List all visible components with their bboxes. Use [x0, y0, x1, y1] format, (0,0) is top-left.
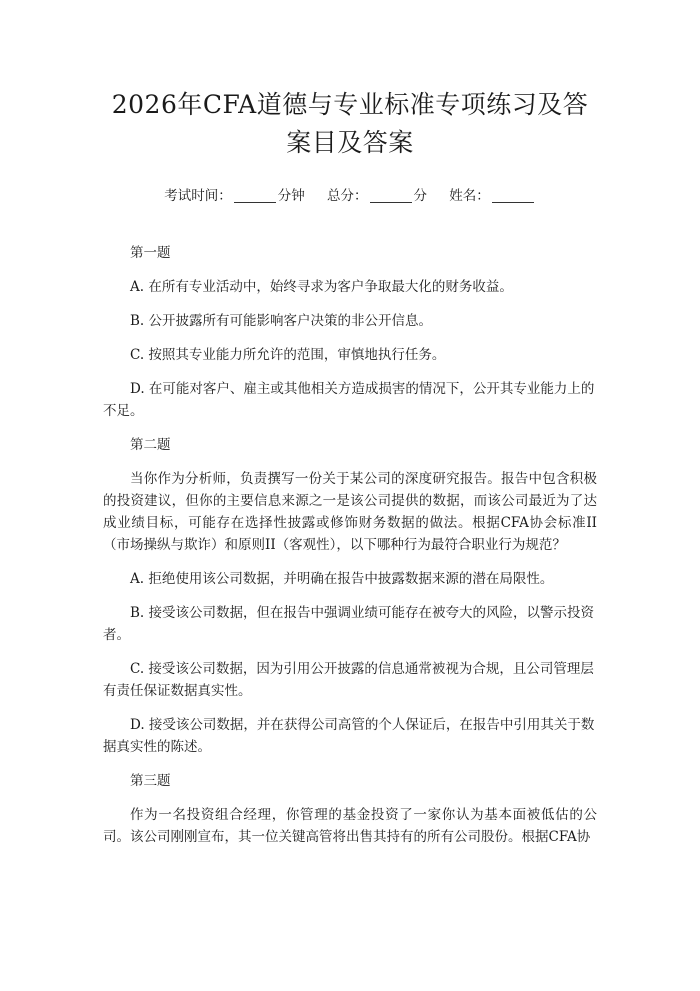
total-score-unit: 分 [413, 188, 427, 204]
total-score [327, 186, 427, 206]
exam-time-unit: 分钟 [277, 188, 305, 204]
student-name-label: 姓名： [449, 188, 490, 204]
document-title: 2026年CFA道德与专业标准专项练习及答案目及答案 [111, 90, 589, 157]
question-1-option-c: C. 按照其专业能力所允许的范围，审慎地执行任务。 [130, 347, 446, 363]
question-1-heading: 第一题 [130, 245, 171, 261]
question-2-stem: 当你作为分析师，负责撰写一份关于某公司的深度研究报告。报告中包含积极的投资建议，但你的主要信息来源之一是该公司提供的数据，而该公司最近为了达成业绩目标，可能存在选择性披露或修饰财务数据的做法。根据CFA协会标准II（市场操纵与欺诈）和原则II（客观性），以下哪种行为最符合职业行为规范？ [103, 471, 597, 553]
question-2-heading: 第二题 [130, 437, 171, 453]
document-page [0, 86, 700, 991]
question-2-option-c: C. 接受该公司数据，因为引用公开披露的信息通常被视为合规，且公司管理层有责任保证数据真实性。 [103, 661, 594, 699]
exam-meta-line [103, 186, 597, 206]
question-2-option-d: D. 接受该公司数据，并在获得公司高管的个人保证后，在报告中引用其关于数据真实性的陈述。 [103, 717, 595, 755]
total-score-label: 总分： [327, 188, 368, 204]
student-name [449, 186, 536, 206]
question-2-option-a: A. 拒绝使用该公司数据，并明确在报告中披露数据来源的潜在局限性。 [130, 571, 554, 587]
question-3-stem: 作为一名投资组合经理，你管理的基金投资了一家你认为基本面被低估的公司。该公司刚刚宣布，其一位关键高管将出售其持有的所有公司股份。根据CFA协 [103, 807, 597, 845]
question-3-heading: 第三题 [130, 773, 171, 789]
question-1-option-a: A. 在所有专业活动中，始终寻求为客户争取最大化的财务收益。 [130, 279, 513, 295]
question-2-option-b: B. 接受该公司数据，但在报告中强调业绩可能存在被夸大的风险，以警示投资者。 [103, 605, 595, 643]
exam-time [164, 186, 305, 206]
total-score-blank[interactable] [370, 188, 412, 203]
student-name-blank[interactable] [492, 188, 534, 203]
document-body [103, 242, 597, 848]
exam-time-label: 考试时间： [164, 188, 232, 204]
exam-time-blank[interactable] [234, 188, 276, 203]
question-1-option-b: B. 公开披露所有可能影响客户决策的非公开信息。 [130, 313, 433, 329]
question-1-option-d: D. 在可能对客户、雇主或其他相关方造成损害的情况下，公开其专业能力上的不足。 [103, 381, 595, 419]
